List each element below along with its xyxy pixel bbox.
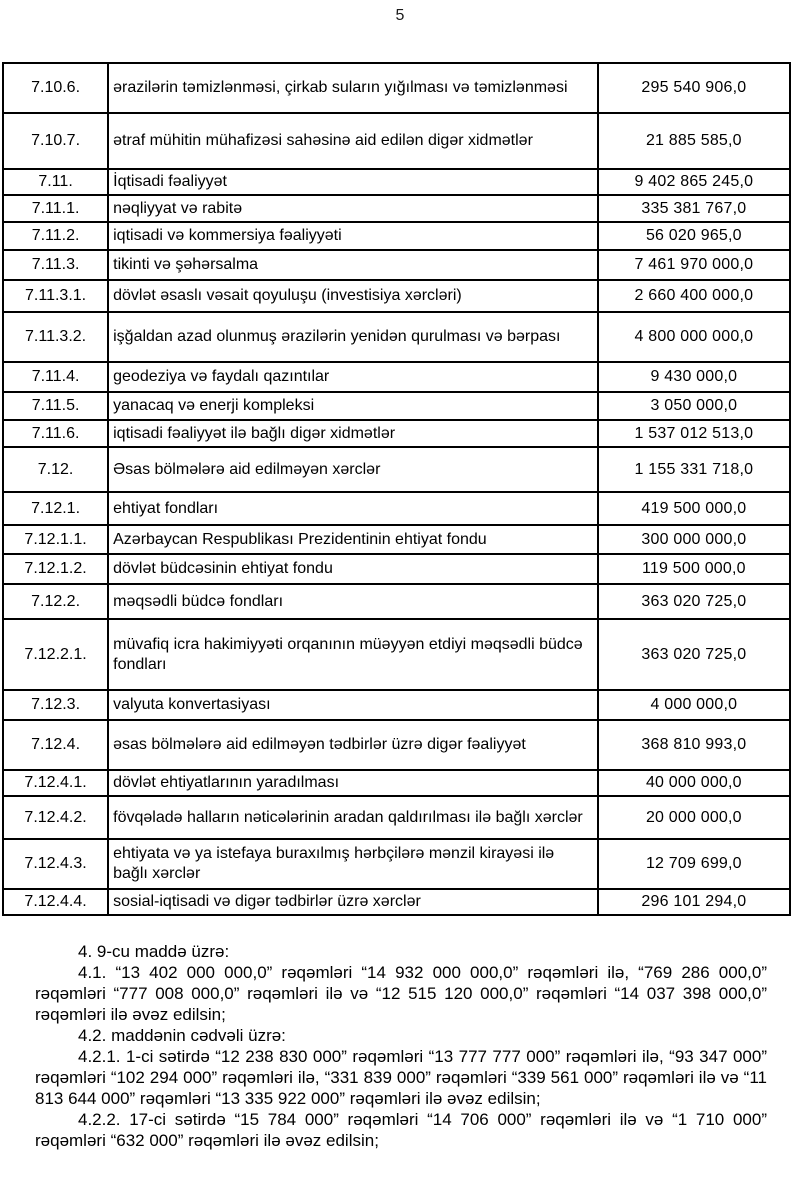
- row-code: 7.11.5.: [3, 392, 108, 420]
- row-description: ehtiyat fondları: [108, 492, 598, 525]
- row-description: müvafiq icra hakimiyyəti orqanının müəyyən etdiyi məqsədli büdcə fondları: [108, 619, 598, 690]
- row-amount: 3 050 000,0: [598, 392, 790, 420]
- table-row: [3, 250, 790, 280]
- table-row: [3, 447, 790, 492]
- row-amount: 300 000 000,0: [598, 525, 790, 554]
- amendment-paragraph: 4.2. maddənin cədvəli üzrə:: [78, 1026, 286, 1045]
- row-amount: 12 709 699,0: [598, 839, 790, 889]
- row-description: ərazilərin təmizlənməsi, çirkab suların yığılması və təmizlənməsi: [108, 63, 598, 113]
- row-amount: 363 020 725,0: [598, 584, 790, 619]
- row-description: iqtisadi və kommersiya fəaliyyəti: [108, 222, 598, 250]
- table-row: [3, 690, 790, 720]
- row-description: dövlət büdcəsinin ehtiyat fondu: [108, 554, 598, 584]
- row-code: 7.12.1.1.: [3, 525, 108, 554]
- table-row: [3, 63, 790, 113]
- row-amount: 7 461 970 000,0: [598, 250, 790, 280]
- row-description: dövlət əsaslı vəsait qoyuluşu (investisiya xərcləri): [108, 280, 598, 312]
- table-row: [3, 362, 790, 392]
- table-row: [3, 839, 790, 889]
- table-row: [3, 420, 790, 447]
- row-code: 7.11.4.: [3, 362, 108, 392]
- row-code: 7.12.2.1.: [3, 619, 108, 690]
- row-code: 7.12.: [3, 447, 108, 492]
- row-amount: 119 500 000,0: [598, 554, 790, 584]
- row-code: 7.10.7.: [3, 113, 108, 169]
- row-code: 7.11.6.: [3, 420, 108, 447]
- amendment-paragraph: 4.2.1. 1-ci sətirdə “12 238 830 000” rəqəmləri “13 777 777 000” rəqəmləri ilə, “93 347 000” rəqəmləri “102 294 000” rəqəmləri ilə, “331 839 000” rəqəmləri “339 561 000” rəqəmləri ilə və “11 813 644 000” rəqəmləri “13 335 922 000” rəqəmləri ilə əvəz edilsin;: [35, 1047, 767, 1108]
- row-code: 7.11.3.1.: [3, 280, 108, 312]
- row-amount: 335 381 767,0: [598, 195, 790, 222]
- row-amount: 4 800 000 000,0: [598, 312, 790, 362]
- table-row: [3, 169, 790, 195]
- table-row: [3, 554, 790, 584]
- row-description: ətraf mühitin mühafizəsi sahəsinə aid edilən digər xidmətlər: [108, 113, 598, 169]
- budget-table: [2, 62, 791, 916]
- row-description: Azərbaycan Respublikası Prezidentinin ehtiyat fondu: [108, 525, 598, 554]
- table-row: [3, 113, 790, 169]
- row-description: məqsədli büdcə fondları: [108, 584, 598, 619]
- row-description: yanacaq və enerji kompleksi: [108, 392, 598, 420]
- row-amount: 9 402 865 245,0: [598, 169, 790, 195]
- row-description: dövlət ehtiyatlarının yaradılması: [108, 770, 598, 796]
- row-description: Əsas bölmələrə aid edilməyən xərclər: [108, 447, 598, 492]
- row-code: 7.12.4.1.: [3, 770, 108, 796]
- row-description: əsas bölmələrə aid edilməyən tədbirlər üzrə digər fəaliyyət: [108, 720, 598, 770]
- row-code: 7.12.4.3.: [3, 839, 108, 889]
- row-description: valyuta konvertasiyası: [108, 690, 598, 720]
- amendment-paragraph: 4.1. “13 402 000 000,0” rəqəmləri “14 932 000 000,0” rəqəmləri ilə, “769 286 000,0” rəqəmləri “777 008 000,0” rəqəmləri ilə və “12 515 120 000,0” rəqəmləri “14 037 398 000,0” rəqəmləri ilə əvəz edilsin;: [35, 963, 767, 1024]
- row-description: işğaldan azad olunmuş ərazilərin yenidən qurulması və bərpası: [108, 312, 598, 362]
- table-row: [3, 796, 790, 839]
- row-code: 7.12.4.4.: [3, 889, 108, 915]
- row-amount: 368 810 993,0: [598, 720, 790, 770]
- row-code: 7.11.1.: [3, 195, 108, 222]
- row-code: 7.12.3.: [3, 690, 108, 720]
- row-amount: 4 000 000,0: [598, 690, 790, 720]
- table-row: [3, 312, 790, 362]
- table-row: [3, 720, 790, 770]
- table-row: [3, 889, 790, 915]
- row-code: 7.11.3.: [3, 250, 108, 280]
- row-amount: 2 660 400 000,0: [598, 280, 790, 312]
- row-amount: 1 537 012 513,0: [598, 420, 790, 447]
- table-row: [3, 584, 790, 619]
- row-code: 7.11.2.: [3, 222, 108, 250]
- row-description: fövqəladə halların nəticələrinin aradan qaldırılması ilə bağlı xərclər: [108, 796, 598, 839]
- row-code: 7.11.: [3, 169, 108, 195]
- table-row: [3, 525, 790, 554]
- row-description: iqtisadi fəaliyyət ilə bağlı digər xidmətlər: [108, 420, 598, 447]
- row-description: nəqliyyat və rabitə: [108, 195, 598, 222]
- row-amount: 20 000 000,0: [598, 796, 790, 839]
- row-amount: 9 430 000,0: [598, 362, 790, 392]
- table-row: [3, 392, 790, 420]
- table-row: [3, 280, 790, 312]
- row-code: 7.12.1.2.: [3, 554, 108, 584]
- row-description: sosial-iqtisadi və digər tədbirlər üzrə xərclər: [108, 889, 598, 915]
- budget-table-body: [3, 63, 790, 915]
- amendment-paragraph: 4.2.2. 17-ci sətirdə “15 784 000” rəqəmləri “14 706 000” rəqəmləri ilə və “1 710 000” rəqəmləri “632 000” rəqəmləri ilə əvəz edilsin;: [35, 1110, 767, 1150]
- table-row: [3, 770, 790, 796]
- row-code: 7.12.2.: [3, 584, 108, 619]
- row-amount: 296 101 294,0: [598, 889, 790, 915]
- table-row: [3, 222, 790, 250]
- row-code: 7.12.4.: [3, 720, 108, 770]
- row-amount: 21 885 585,0: [598, 113, 790, 169]
- row-code: 7.10.6.: [3, 63, 108, 113]
- table-row: [3, 492, 790, 525]
- page-number: 5: [395, 7, 405, 24]
- row-description: tikinti və şəhərsalma: [108, 250, 598, 280]
- row-amount: 40 000 000,0: [598, 770, 790, 796]
- table-row: [3, 195, 790, 222]
- row-amount: 363 020 725,0: [598, 619, 790, 690]
- row-code: 7.12.1.: [3, 492, 108, 525]
- row-description: İqtisadi fəaliyyət: [108, 169, 598, 195]
- row-code: 7.12.4.2.: [3, 796, 108, 839]
- row-amount: 56 020 965,0: [598, 222, 790, 250]
- row-amount: 295 540 906,0: [598, 63, 790, 113]
- row-amount: 419 500 000,0: [598, 492, 790, 525]
- row-description: geodeziya və faydalı qazıntılar: [108, 362, 598, 392]
- amendment-paragraph: 4. 9-cu maddə üzrə:: [78, 942, 230, 961]
- row-code: 7.11.3.2.: [3, 312, 108, 362]
- table-row: [3, 619, 790, 690]
- row-amount: 1 155 331 718,0: [598, 447, 790, 492]
- amendment-text-block: [35, 941, 767, 1151]
- row-description: ehtiyata və ya istefaya buraxılmış hərbçilərə mənzil kirayəsi ilə bağlı xərclər: [108, 839, 598, 889]
